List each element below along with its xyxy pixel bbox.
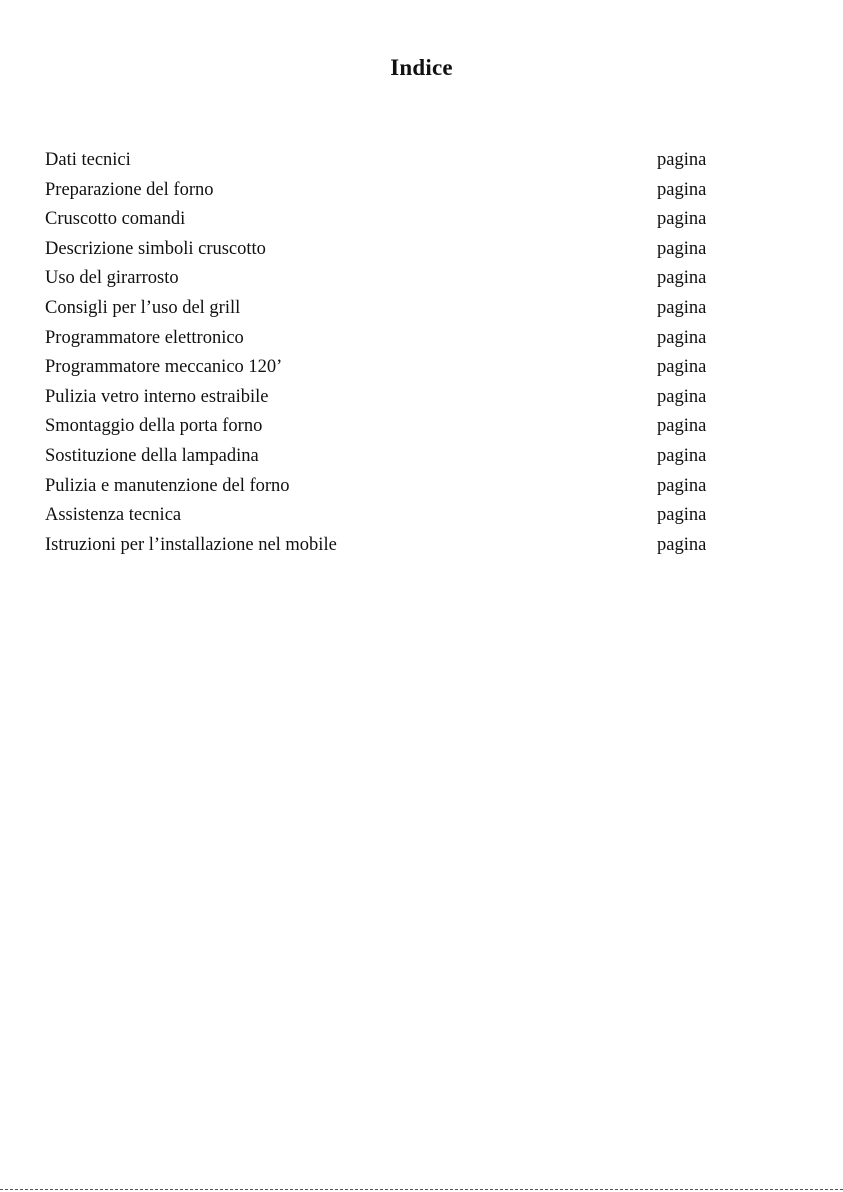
toc-entry (45, 294, 725, 324)
toc-entry (45, 205, 725, 235)
toc-entry-title: Pulizia vetro interno estraibile (45, 386, 269, 407)
toc-entry (45, 472, 725, 502)
toc-entry (45, 353, 725, 383)
toc-entry-title: Programmatore elettronico (45, 327, 244, 348)
toc-entry (45, 264, 725, 294)
toc-entry-page-label: pagina (657, 179, 707, 200)
toc-entry-page-label: pagina (657, 327, 707, 348)
page-bottom-rule (0, 1189, 843, 1190)
toc-entry-page-label: pagina (657, 534, 707, 555)
toc-entry-page-label: pagina (657, 505, 707, 526)
toc-entry-title: Pulizia e manutenzione del forno (45, 475, 290, 496)
page-title: Indice (390, 55, 453, 80)
toc-entry (45, 324, 725, 354)
toc-entry-title: Uso del girarrosto (45, 268, 179, 289)
toc-entry-page-label: pagina (657, 209, 707, 230)
toc-entry-title: Sostituzione della lampadina (45, 445, 259, 466)
toc-entry-page-label: pagina (657, 445, 707, 466)
toc-entry-title: Preparazione del forno (45, 179, 214, 200)
toc-entry-page-label: pagina (657, 357, 707, 378)
toc-entry (45, 235, 725, 265)
toc-entry-title: Smontaggio della porta forno (45, 416, 263, 437)
toc-entry-title: Descrizione simboli cruscotto (45, 238, 266, 259)
toc-entry-title: Programmatore meccanico 120’ (45, 357, 283, 378)
toc-entry (45, 501, 725, 531)
toc-entry (45, 412, 725, 442)
toc-entry (45, 531, 725, 561)
toc-entry (45, 442, 725, 472)
toc-entry-title: Assistenza tecnica (45, 505, 182, 526)
toc-entry-title: Cruscotto comandi (45, 209, 186, 230)
toc-entry (45, 176, 725, 206)
toc-entry (45, 146, 725, 176)
toc-entry-title: Consigli per l’uso del grill (45, 297, 241, 318)
toc-entry-title: Istruzioni per l’installazione nel mobile (45, 534, 337, 555)
table-of-contents (45, 146, 725, 560)
toc-entry (45, 383, 725, 413)
toc-entry-page-label: pagina (657, 297, 707, 318)
toc-entry-page-label: pagina (657, 386, 707, 407)
toc-entry-page-label: pagina (657, 268, 707, 289)
toc-entry-page-label: pagina (657, 150, 707, 170)
toc-entry-page-label: pagina (657, 475, 707, 496)
toc-entry-page-label: pagina (657, 416, 707, 437)
toc-entry-title: Dati tecnici (45, 150, 131, 170)
toc-entry-page-label: pagina (657, 238, 707, 259)
